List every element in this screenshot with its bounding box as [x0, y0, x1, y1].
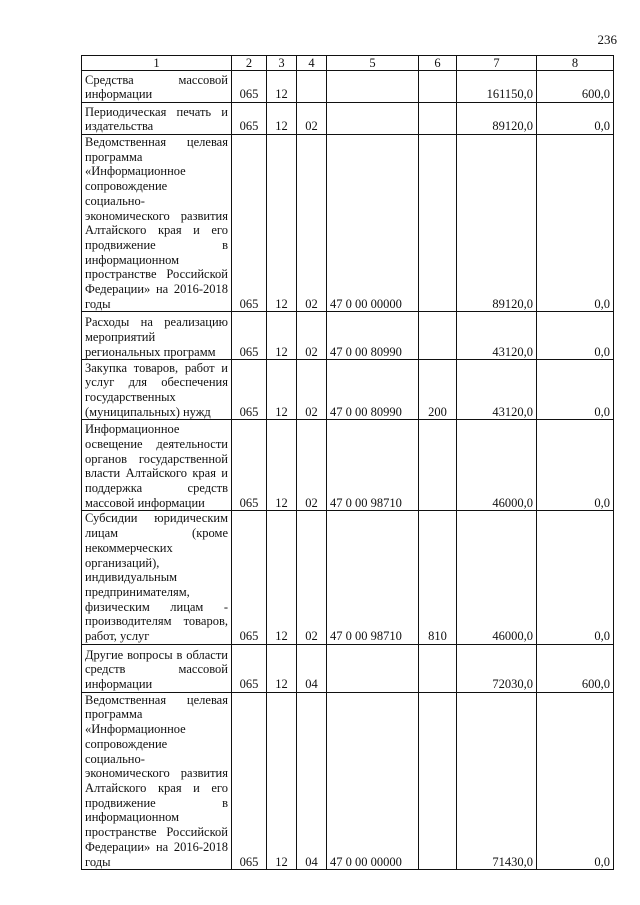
- row-section: 12: [267, 103, 297, 135]
- row-sum: 89120,0: [457, 103, 537, 135]
- row-subsection: 04: [297, 644, 327, 692]
- column-header: 2: [232, 56, 267, 71]
- row-code: 065: [232, 692, 267, 869]
- row-sum: 71430,0: [457, 692, 537, 869]
- row-subsection: 02: [297, 312, 327, 360]
- row-type: [419, 312, 457, 360]
- row-target: 47 0 00 80990: [327, 360, 419, 420]
- table-row: [82, 511, 614, 644]
- row-name: Средства массовой информации: [82, 71, 232, 103]
- row-type: [419, 103, 457, 135]
- row-change: 0,0: [537, 511, 614, 644]
- row-sum: 46000,0: [457, 511, 537, 644]
- row-section: 12: [267, 135, 297, 312]
- column-header: 3: [267, 56, 297, 71]
- column-header: 4: [297, 56, 327, 71]
- row-code: 065: [232, 420, 267, 511]
- row-code: 065: [232, 71, 267, 103]
- row-subsection: 02: [297, 511, 327, 644]
- row-sum: 161150,0: [457, 71, 537, 103]
- row-type: [419, 135, 457, 312]
- row-change: 0,0: [537, 692, 614, 869]
- row-type: [419, 644, 457, 692]
- row-type: 200: [419, 360, 457, 420]
- row-code: 065: [232, 135, 267, 312]
- row-code: 065: [232, 103, 267, 135]
- row-name: Расходы на реализацию мероприятий региональных программ: [82, 312, 232, 360]
- column-header: 7: [457, 56, 537, 71]
- row-type: [419, 420, 457, 511]
- row-name: Закупка товаров, работ и услуг для обеспечения государственных (муниципальных) нужд: [82, 360, 232, 420]
- row-section: 12: [267, 692, 297, 869]
- row-change: 0,0: [537, 103, 614, 135]
- row-change: 600,0: [537, 644, 614, 692]
- row-section: 12: [267, 312, 297, 360]
- row-name: Информационное освещение деятельности органов государственной власти Алтайского края и поддержка средств массовой информации: [82, 420, 232, 511]
- table-row: [82, 71, 614, 103]
- column-header: 6: [419, 56, 457, 71]
- header-row: [82, 56, 614, 71]
- row-section: 12: [267, 420, 297, 511]
- row-type: [419, 692, 457, 869]
- row-subsection: [297, 71, 327, 103]
- row-target: 47 0 00 80990: [327, 312, 419, 360]
- row-change: 0,0: [537, 135, 614, 312]
- row-target: [327, 71, 419, 103]
- table-row: [82, 103, 614, 135]
- row-code: 065: [232, 312, 267, 360]
- row-target: 47 0 00 98710: [327, 420, 419, 511]
- row-subsection: 02: [297, 103, 327, 135]
- row-subsection: 02: [297, 135, 327, 312]
- row-subsection: 04: [297, 692, 327, 869]
- row-sum: 43120,0: [457, 312, 537, 360]
- table-row: [82, 360, 614, 420]
- row-sum: 89120,0: [457, 135, 537, 312]
- row-section: 12: [267, 360, 297, 420]
- row-target: [327, 103, 419, 135]
- row-target: 47 0 00 98710: [327, 511, 419, 644]
- row-section: 12: [267, 71, 297, 103]
- row-section: 12: [267, 511, 297, 644]
- column-header: 5: [327, 56, 419, 71]
- row-change: 0,0: [537, 360, 614, 420]
- row-change: 600,0: [537, 71, 614, 103]
- row-type: 810: [419, 511, 457, 644]
- row-target: [327, 644, 419, 692]
- table-row: [82, 420, 614, 511]
- row-code: 065: [232, 644, 267, 692]
- table-row: [82, 692, 614, 869]
- row-code: 065: [232, 360, 267, 420]
- table-row: [82, 312, 614, 360]
- row-code: 065: [232, 511, 267, 644]
- table-row: [82, 644, 614, 692]
- row-sum: 46000,0: [457, 420, 537, 511]
- row-subsection: 02: [297, 360, 327, 420]
- row-name: Субсидии юридическим лицам (кроме некоммерческих организаций), индивидуальным предпринимателям, физическим лицам - производителям товаров, работ, услуг: [82, 511, 232, 644]
- row-target: 47 0 00 00000: [327, 692, 419, 869]
- row-name: Ведомственная целевая программа «Информационное сопровождение социально-экономического развития Алтайского края и его продвижение в информационном пространстве Российской Федерации» на 2016-2018 годы: [82, 692, 232, 869]
- row-subsection: 02: [297, 420, 327, 511]
- column-header: 1: [82, 56, 232, 71]
- row-target: 47 0 00 00000: [327, 135, 419, 312]
- budget-table: [81, 55, 614, 870]
- column-header: 8: [537, 56, 614, 71]
- row-name: Ведомственная целевая программа «Информационное сопровождение социально-экономического развития Алтайского края и его продвижение в информационном пространстве Российской Федерации» на 2016-2018 годы: [82, 135, 232, 312]
- row-change: 0,0: [537, 420, 614, 511]
- row-section: 12: [267, 644, 297, 692]
- page-number: 236: [597, 32, 617, 47]
- row-name: Периодическая печать и издательства: [82, 103, 232, 135]
- row-type: [419, 71, 457, 103]
- table-row: [82, 135, 614, 312]
- row-change: 0,0: [537, 312, 614, 360]
- row-sum: 72030,0: [457, 644, 537, 692]
- row-name: Другие вопросы в области средств массовой информации: [82, 644, 232, 692]
- row-sum: 43120,0: [457, 360, 537, 420]
